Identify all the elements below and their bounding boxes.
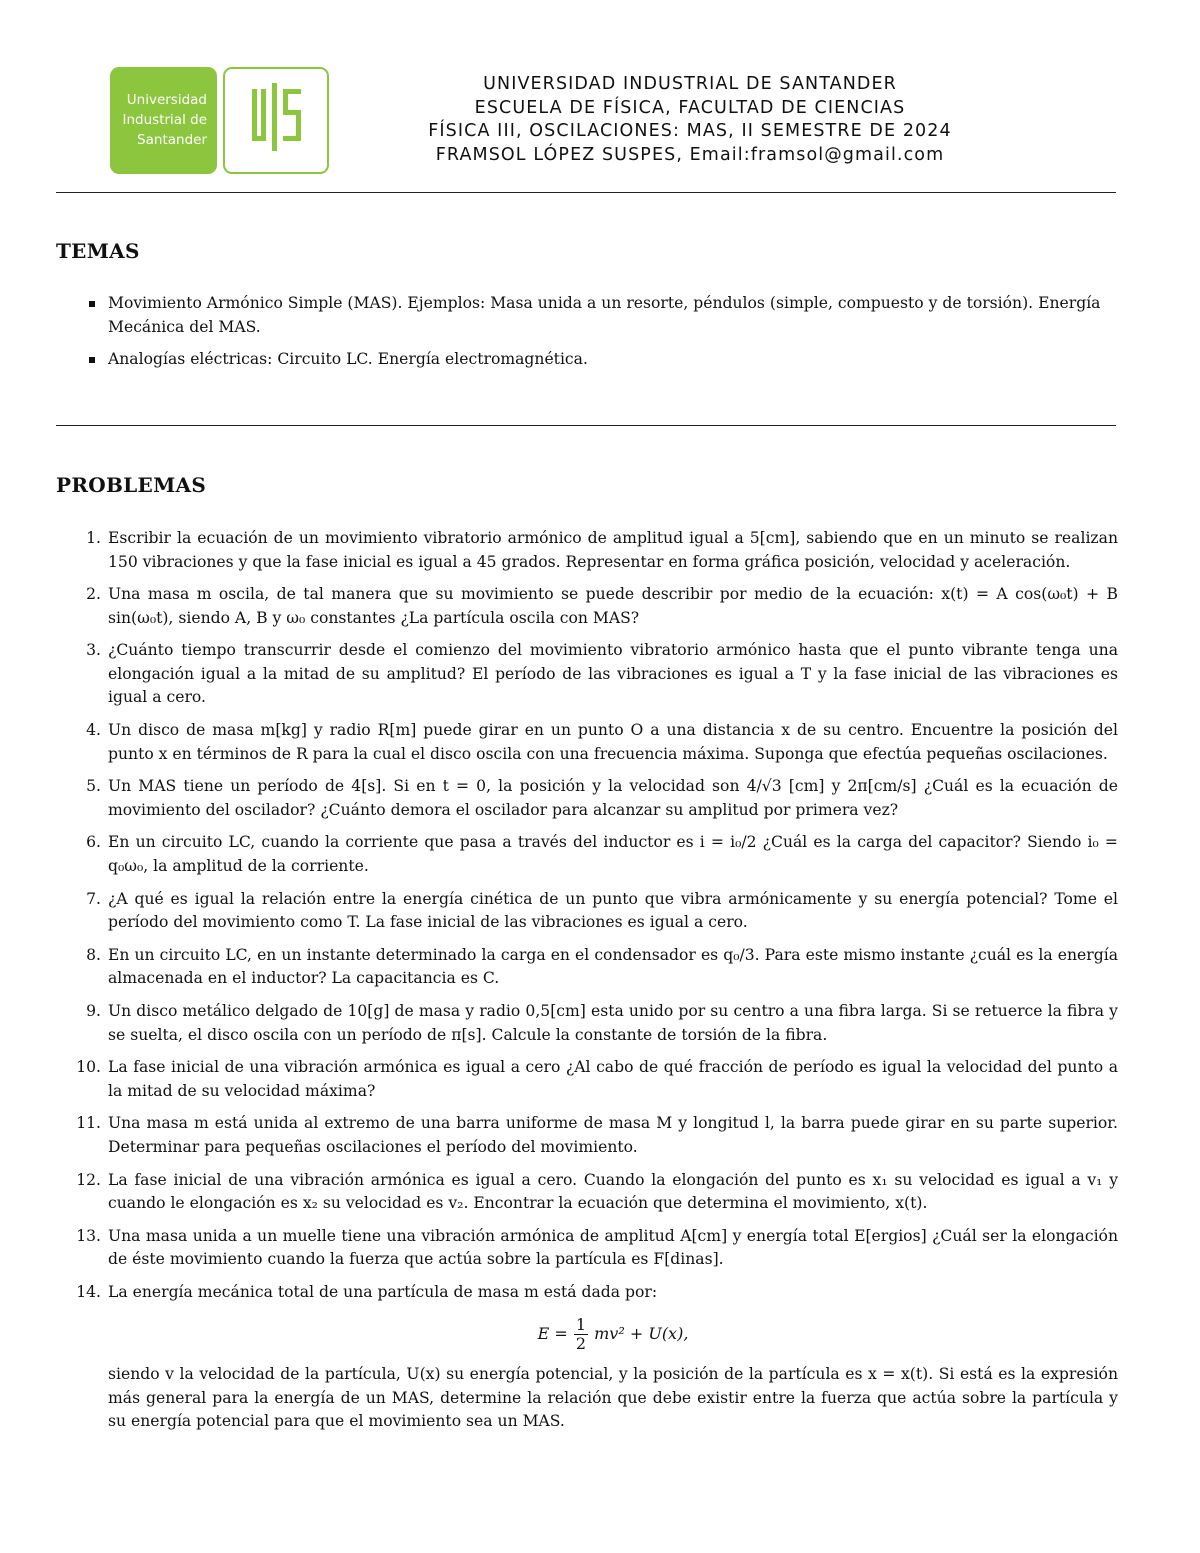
- problem-number: 4.: [86, 721, 101, 740]
- university-logo: [110, 67, 330, 174]
- logo-line-3: Santander: [137, 132, 207, 148]
- problem-text: Una masa m oscila, de tal manera que su movimiento se puede describir por medio de la ecuación: x(t) = A cos(ω₀t) + B sin(ω₀t), siendo A, B y ω₀ constantes ¿La partícula oscila con MAS?: [108, 585, 1118, 627]
- problem-text: Escribir la ecuación de un movimiento vibratorio armónico de amplitud igual a 5[cm], sabiendo que en un minuto se realizan 150 vibraciones y que la fase inicial es igual a 45 grados. Representar en forma gráfica posición, velocidad y aceleración.: [108, 529, 1118, 571]
- problem-text: En un circuito LC, en un instante determinado la carga en el condensador es q₀/3. Para este mismo instante ¿cuál es la energía almacenada en el inductor? La capacitancia es C.: [108, 945, 1118, 988]
- problem-text: Un MAS tiene un período de 4[s]. Si en t = 0, la posición y la velocidad son 4/√3 [cm] y 2π[cm/s] ¿Cuál es la ecuación de movimiento del oscilador? ¿Cuánto demora el oscilador para alcanzar su amplitud por primera vez?: [108, 777, 1118, 819]
- problem-number: 13.: [76, 1226, 101, 1245]
- problem-text: Una masa unida a un muelle tiene una vibración armónica de amplitud A[cm] y energía total E[ergios] ¿Cuál ser la elongación de éste movimiento cuando la fuerza que actúa sobre la partícula es F[dinas].: [108, 1226, 1118, 1269]
- problem-item: [56, 527, 1118, 574]
- problem-number: 1.: [86, 529, 101, 547]
- problem-text: La energía mecánica total de una partícula de masa m está dada por:: [108, 1282, 658, 1301]
- problem-item: [56, 1225, 1118, 1272]
- problem-item: [56, 1169, 1118, 1216]
- problem-number: 14.: [76, 1282, 101, 1301]
- logo-text-block: [110, 67, 217, 174]
- temas-item-text: Movimiento Armónico Simple (MAS). Ejemplos: Masa unida a un resorte, péndulos (simple, compuesto y de torsión). Energía Mecánica del MAS.: [108, 294, 1101, 336]
- fraction-numerator: 1: [575, 1315, 587, 1335]
- problem-continuation: siendo v la velocidad de la partícula, U(x) su energía potencial, y la posición de la partícula es x = x(t). Si está es la expresión más general para la energía de un MAS, determine la relación que debe existir entre la fuerza que actúa sobre la partícula y su energía potencial para que el movimiento sea un MAS.: [108, 1365, 1118, 1431]
- bullet-square-icon: [89, 301, 95, 307]
- header-school: ESCUELA DE FÍSICA, FACULTAD DE CIENCIAS: [474, 97, 906, 118]
- formula-right: mv² + U(x),: [594, 1324, 689, 1344]
- problem-number: 11.: [76, 1114, 101, 1133]
- problem-number: 6.: [86, 833, 101, 852]
- logo-line-1: Universidad: [126, 92, 207, 108]
- problem-number: 8.: [86, 945, 101, 964]
- problemas-title: PROBLEMAS: [56, 473, 207, 497]
- document-header: [300, 73, 1080, 167]
- header-author: FRAMSOL LÓPEZ SUSPES, Email:framsol@gmail.com: [435, 144, 945, 165]
- fraction-denominator: 2: [575, 1334, 587, 1354]
- problem-item: [56, 1281, 1118, 1434]
- energy-formula: [108, 1316, 1118, 1353]
- temas-item-text: Analogías eléctricas: Circuito LC. Energía electromagnética.: [108, 350, 588, 368]
- bullet-square-icon: [89, 357, 95, 363]
- problem-text: En un circuito LC, cuando la corriente que pasa a través del inductor es i = i₀/2 ¿Cuál es la carga del capacitor? Siendo i₀ = q₀ω₀, la amplitud de la corriente.: [108, 833, 1118, 875]
- problem-item: [56, 719, 1118, 766]
- formula-fraction: [574, 1316, 588, 1353]
- problem-number: 12.: [76, 1170, 101, 1189]
- problem-item: [56, 1112, 1118, 1159]
- logo-line-2: Industrial de: [122, 112, 207, 128]
- problem-item: [56, 888, 1118, 935]
- problem-text: Un disco de masa m[kg] y radio R[m] puede girar en un punto O a una distancia x de su centro. Encuentre la posición del punto x en términos de R para la cual el disco oscila con una frecuencia máxima. Suponga que efectúa pequeñas oscilaciones.: [108, 721, 1118, 763]
- header-course: FÍSICA III, OSCILACIONES: MAS, II SEMESTRE DE 2024: [428, 121, 952, 141]
- problem-text: La fase inicial de una vibración armónica es igual a cero. Cuando la elongación del punto es x₁ su velocidad es igual a v₁ y cuando le elongación es x₂ su velocidad es v₂. Encontrar la ecuación que determina el movimiento, x(t).: [108, 1170, 1118, 1213]
- temas-item: [56, 348, 1118, 372]
- problem-text: Un disco metálico delgado de 10[g] de masa y radio 0,5[cm] esta unido por su centro a una fibra larga. Si se retuerce la fibra y se suelta, el disco oscila con un período de π[s]. Calcule la constante de torsión de la fibra.: [108, 1002, 1118, 1044]
- problem-item: [56, 639, 1118, 710]
- problem-number: 2.: [86, 585, 101, 604]
- formula-left: E =: [537, 1324, 568, 1344]
- problem-item: [56, 1000, 1118, 1047]
- temas-item: [56, 292, 1118, 339]
- header-divider: [56, 192, 1116, 193]
- problem-text: ¿Cuánto tiempo transcurrir desde el comienzo del movimiento vibratorio armónico hasta que el punto vibrante tenga una elongación igual a la mitad de su amplitud? El período de las vibraciones es igual a T y la fase inicial de las vibraciones es igual a cero.: [108, 641, 1118, 707]
- problem-number: 10.: [76, 1058, 101, 1077]
- temas-title: TEMAS: [56, 239, 140, 263]
- problem-number: 5.: [86, 777, 101, 796]
- problem-item: [56, 831, 1118, 878]
- section-divider: [56, 425, 1116, 426]
- problem-item: [56, 1056, 1118, 1103]
- problem-text: ¿A qué es igual la relación entre la energía cinética de un punto que vibra armónicamente y su energía potencial? Tome el período del movimiento como T. La fase inicial de las vibraciones es igual a cero.: [108, 889, 1118, 932]
- problem-item: [56, 944, 1118, 991]
- problem-number: 9.: [86, 1002, 101, 1020]
- temas-list: [56, 292, 1118, 381]
- problem-text: La fase inicial de una vibración armónica es igual a cero ¿Al cabo de qué fracción de período es igual la velocidad del punto a la mitad de su velocidad máxima?: [108, 1058, 1118, 1100]
- problem-item: [56, 583, 1118, 630]
- header-university: UNIVERSIDAD INDUSTRIAL DE SANTANDER: [483, 74, 897, 94]
- problem-number: 3.: [86, 641, 101, 660]
- problem-item: [56, 775, 1118, 822]
- problems-list: [56, 527, 1118, 1443]
- problem-text: Una masa m está unida al extremo de una barra uniforme de masa M y longitud l, la barra puede girar en su parte superior. Determinar para pequeñas oscilaciones el período del movimiento.: [108, 1114, 1118, 1156]
- problem-number: 7.: [86, 889, 101, 908]
